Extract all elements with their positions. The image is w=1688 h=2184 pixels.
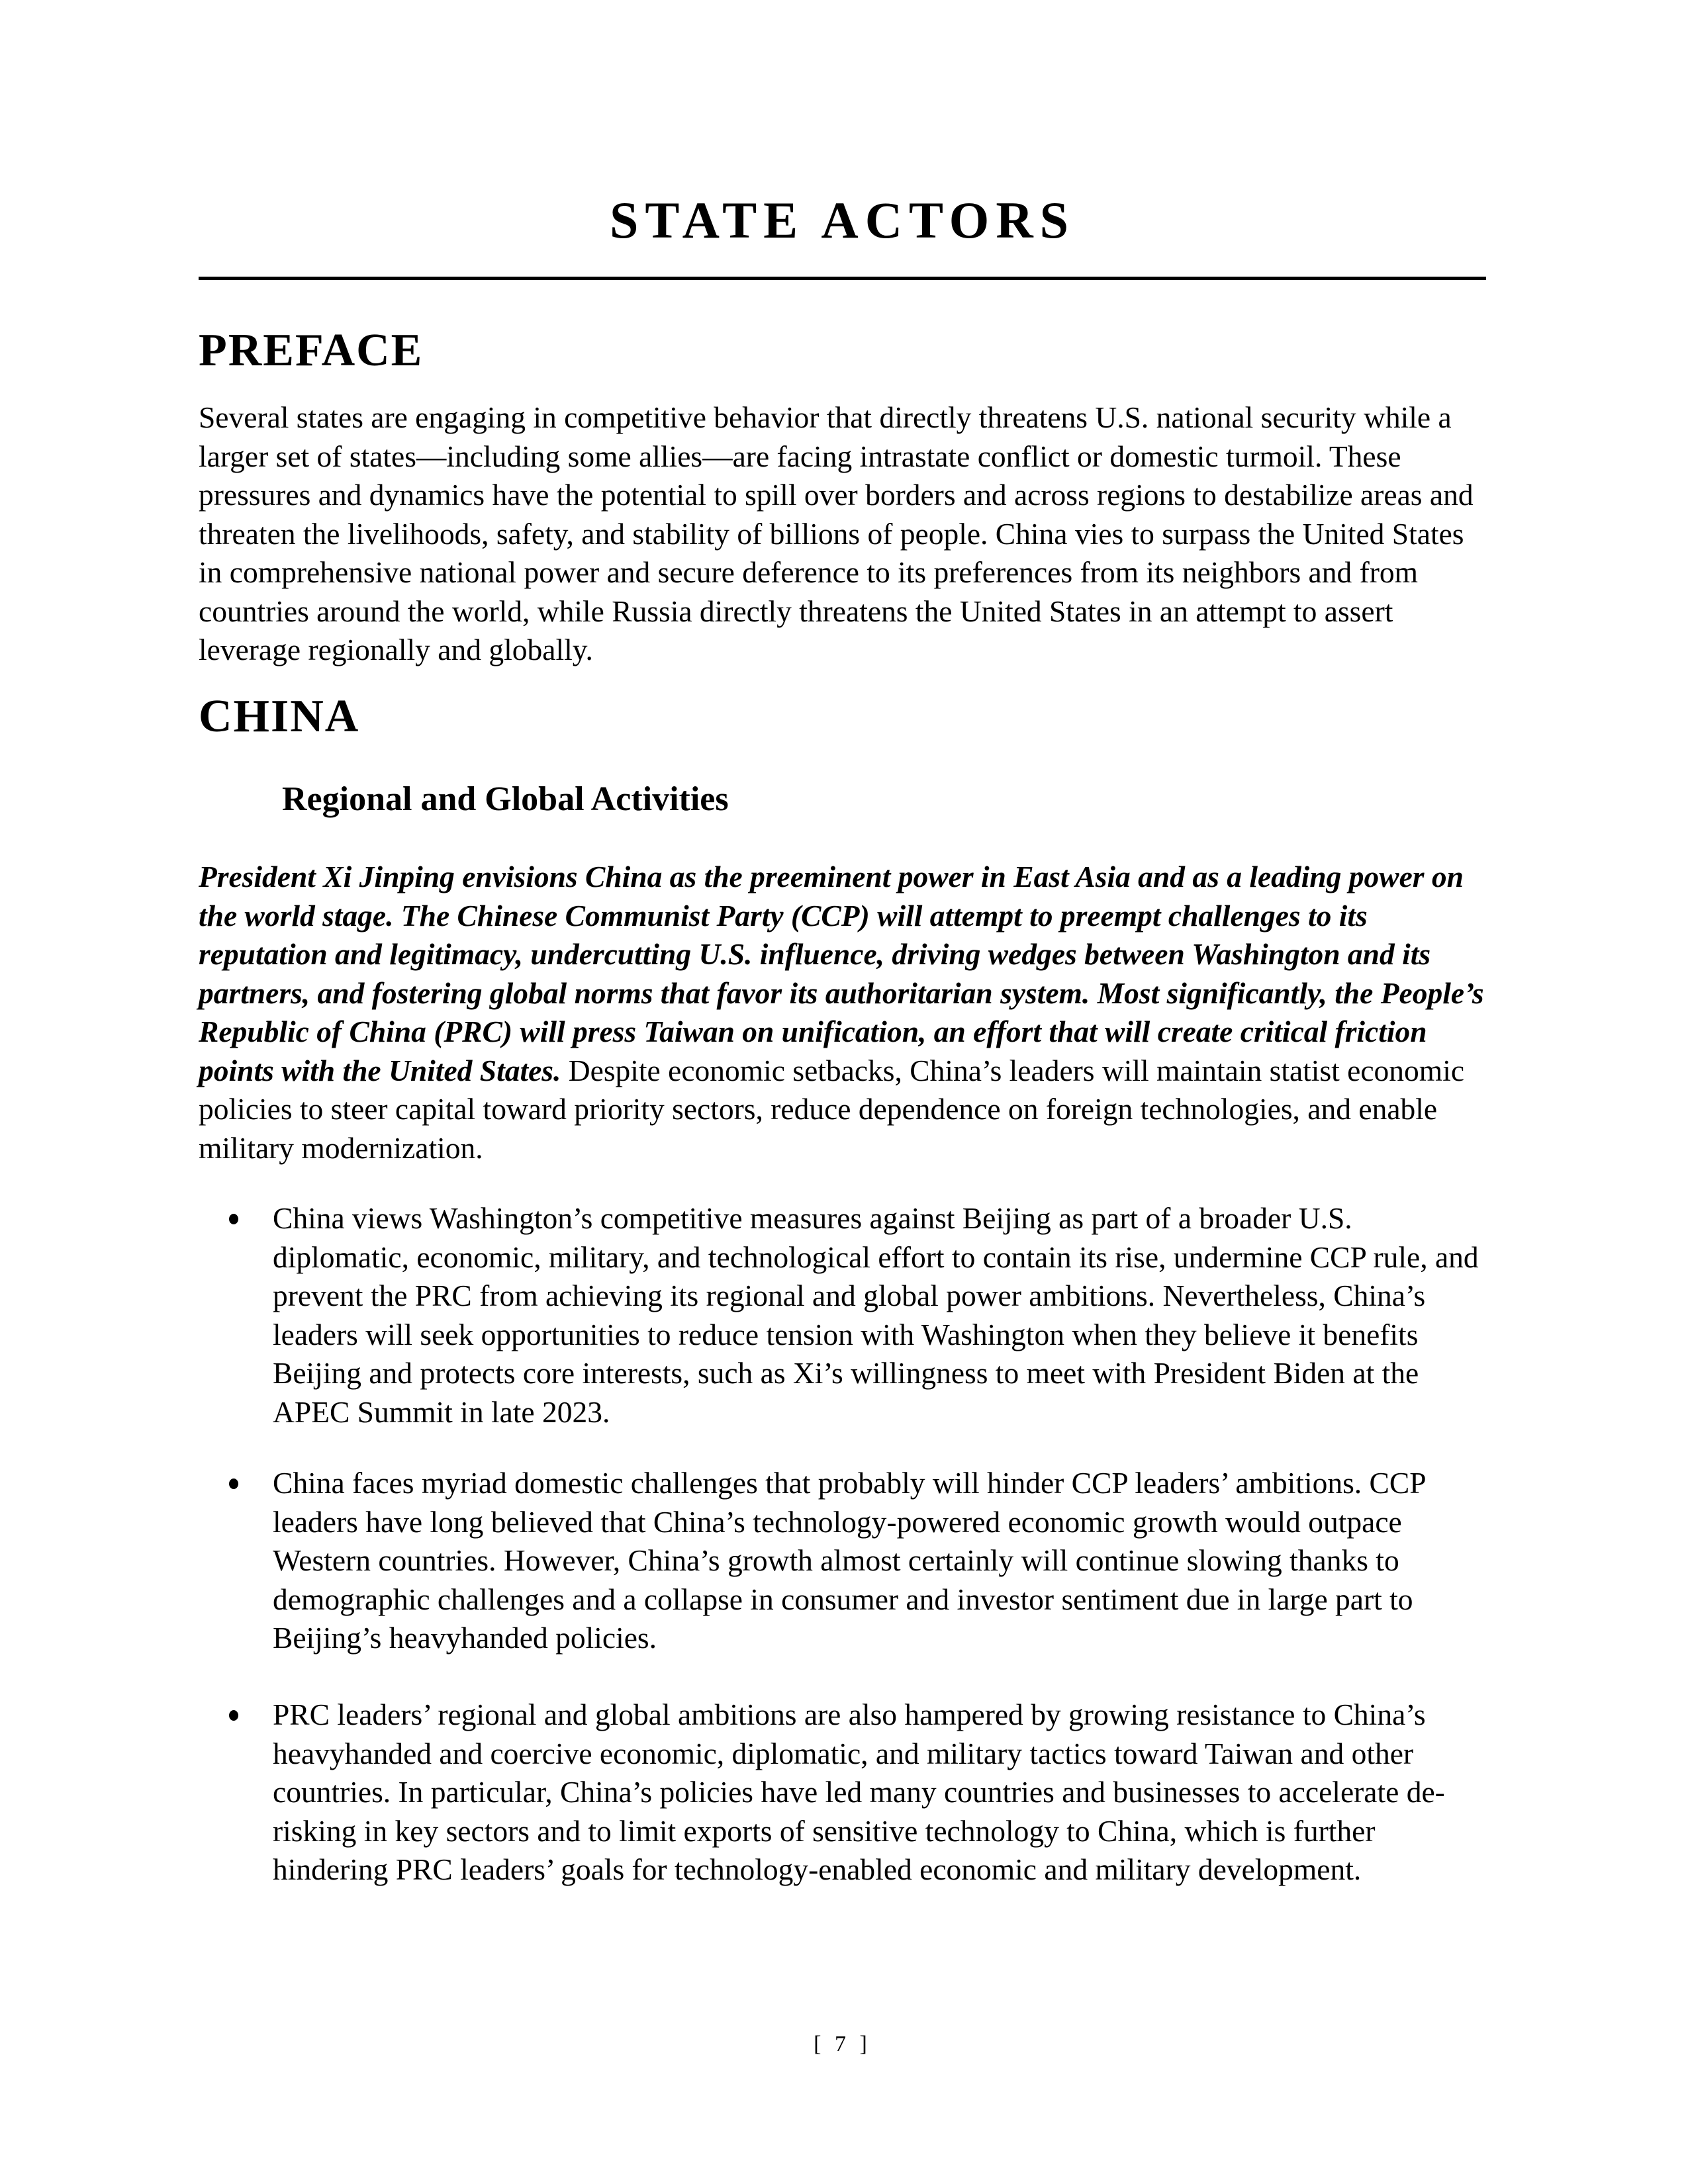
bullet-text: China views Washington’s competitive measures against Beijing as part of a broader U.S. diplomatic, economic, military, and technological effort to contain its rise, undermine CCP rule, and prevent the PRC from achieving its regional and global power ambitions. Nevertheless, China’s leaders will seek opportunities to reduce tension with Washington when they believe it benefits Beijing and protects core interests, such as Xi’s willingness to meet with President Biden at the APEC Summit in late 2023. (273, 1201, 1479, 1429)
bullet-icon (229, 1214, 238, 1224)
key-judgment-text: President Xi Jinping envisions China as the preeminent power in East Asia and as a leading power on the world stage. The Chinese Communist Party (CCP) will attempt to preempt challenges to its reputation and legitimacy, undercutting U.S. influence, driving wedges between Washington and its partners, and fostering global norms that favor its authoritarian system. Most significantly, the People’s Republic of China (PRC) will press Taiwan on unification, an effort that will create critical friction points with the United States. (199, 860, 1484, 1087)
page-number: [ 7 ] (814, 2032, 871, 2056)
subheading-regional-global-activities: Regional and Global Activities (282, 780, 729, 818)
section-heading-preface: PREFACE (199, 325, 424, 376)
bullet-text: PRC leaders’ regional and global ambitions are also hampered by growing resistance to China’s heavyhanded and coercive economic, diplomatic, and military tactics toward Taiwan and other countries. In particular, China’s policies have led many countries and businesses to accelerate de-risking in key sectors and to limit exports of sensitive technology to China, which is further hindering PRC leaders’ goals for technology-enabled economic and military development. (273, 1698, 1445, 1886)
title-divider (199, 277, 1486, 280)
bullet-icon (229, 1710, 238, 1721)
lead-continuation-text: Despite economic setbacks, China’s leaders will maintain statist economic policies to steer capital toward priority sectors, reduce dependence on foreign technologies, and enable military modernization. (199, 1053, 1465, 1165)
preface-paragraph: Several states are engaging in competitive behavior that directly threatens U.S. national security while a larger set of states—including some allies—are facing intrastate conflict or domestic turmoil. These pressures and dynamics have the potential to spill over borders and across regions to destabilize areas and threaten the livelihoods, safety, and stability of billions of people. China vies to surpass the United States in comprehensive national power and secure deference to its preferences from its neighbors and from countries around the world, while Russia directly threatens the United States in an attempt to assert leverage regionally and globally. (199, 400, 1474, 666)
bullet-icon (229, 1479, 238, 1489)
bullet-text: China faces myriad domestic challenges that probably will hinder CCP leaders’ ambitions. CCP leaders have long believed that China’s technology-powered economic growth would outpace Western countries. However, China’s growth almost certainly will continue slowing thanks to demographic challenges and a collapse in consumer and investor sentiment due in large part to Beijing’s heavyhanded policies. (273, 1466, 1425, 1655)
section-heading-china: CHINA (199, 691, 360, 742)
page-title: STATE ACTORS (609, 191, 1076, 249)
china-lead-paragraph (199, 858, 1486, 1167)
